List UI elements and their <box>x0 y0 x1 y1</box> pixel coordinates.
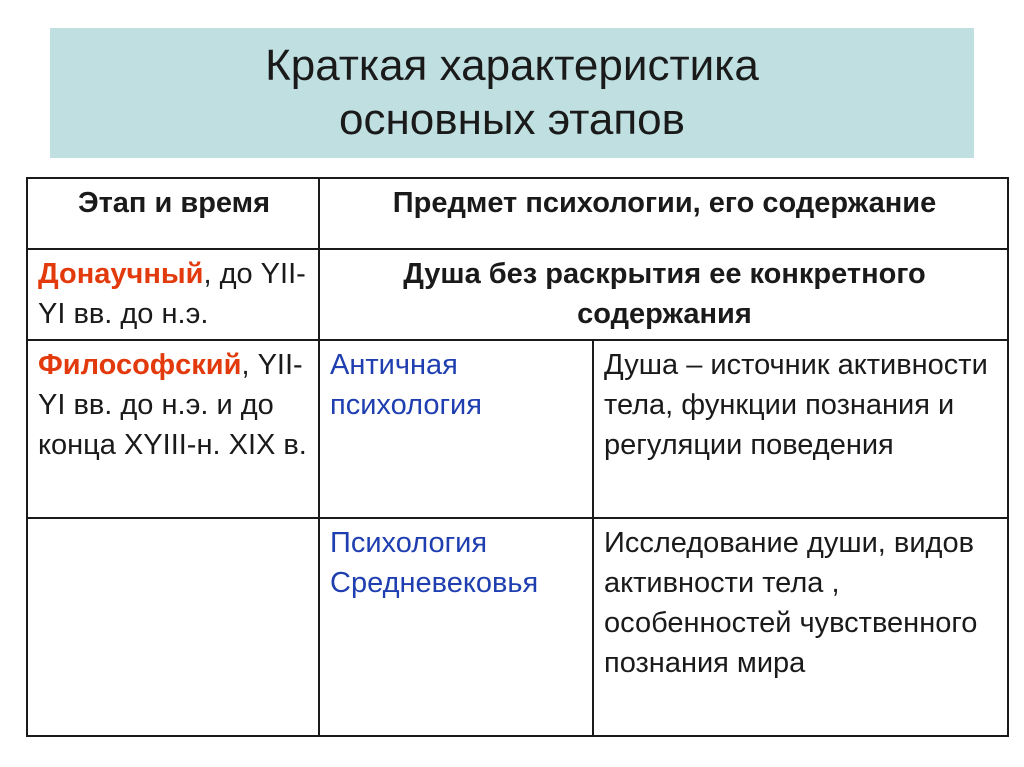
stage-cell <box>27 340 319 518</box>
stage-cell <box>27 249 319 340</box>
stage-time: , до YII-YI вв. до н.э. <box>38 257 306 330</box>
table-row <box>27 249 1008 340</box>
stage-time: , YII-YI вв. до н.э. и до конца XYIII-н. XIX в. <box>38 348 307 461</box>
stages-table <box>26 177 1009 737</box>
content-cell: Исследование души, видов активности тела , особенностей чувственного познания мира <box>593 518 1008 736</box>
stage-name: Донаучный <box>38 257 204 290</box>
title-line-1: Краткая характеристика <box>265 41 759 90</box>
header-subject: Предмет психологии, его содержание <box>319 178 1008 249</box>
table-row <box>27 340 1008 518</box>
content-cell: Душа без раскрытия ее конкретного содержания <box>319 249 1008 340</box>
header-stage-time: Этап и время <box>27 178 319 249</box>
stage-cell-empty <box>27 518 319 736</box>
table-row <box>27 518 1008 736</box>
title-line-2: основных этапов <box>338 95 686 144</box>
table-header-row <box>27 178 1008 249</box>
substage-cell: Античная психология <box>319 340 593 518</box>
substage-cell: Психология Средневековья <box>319 518 593 736</box>
title-banner <box>50 28 974 158</box>
content-cell: Душа – источник активности тела, функции познания и регуляции поведения <box>593 340 1008 518</box>
stage-name: Философский <box>38 348 242 381</box>
